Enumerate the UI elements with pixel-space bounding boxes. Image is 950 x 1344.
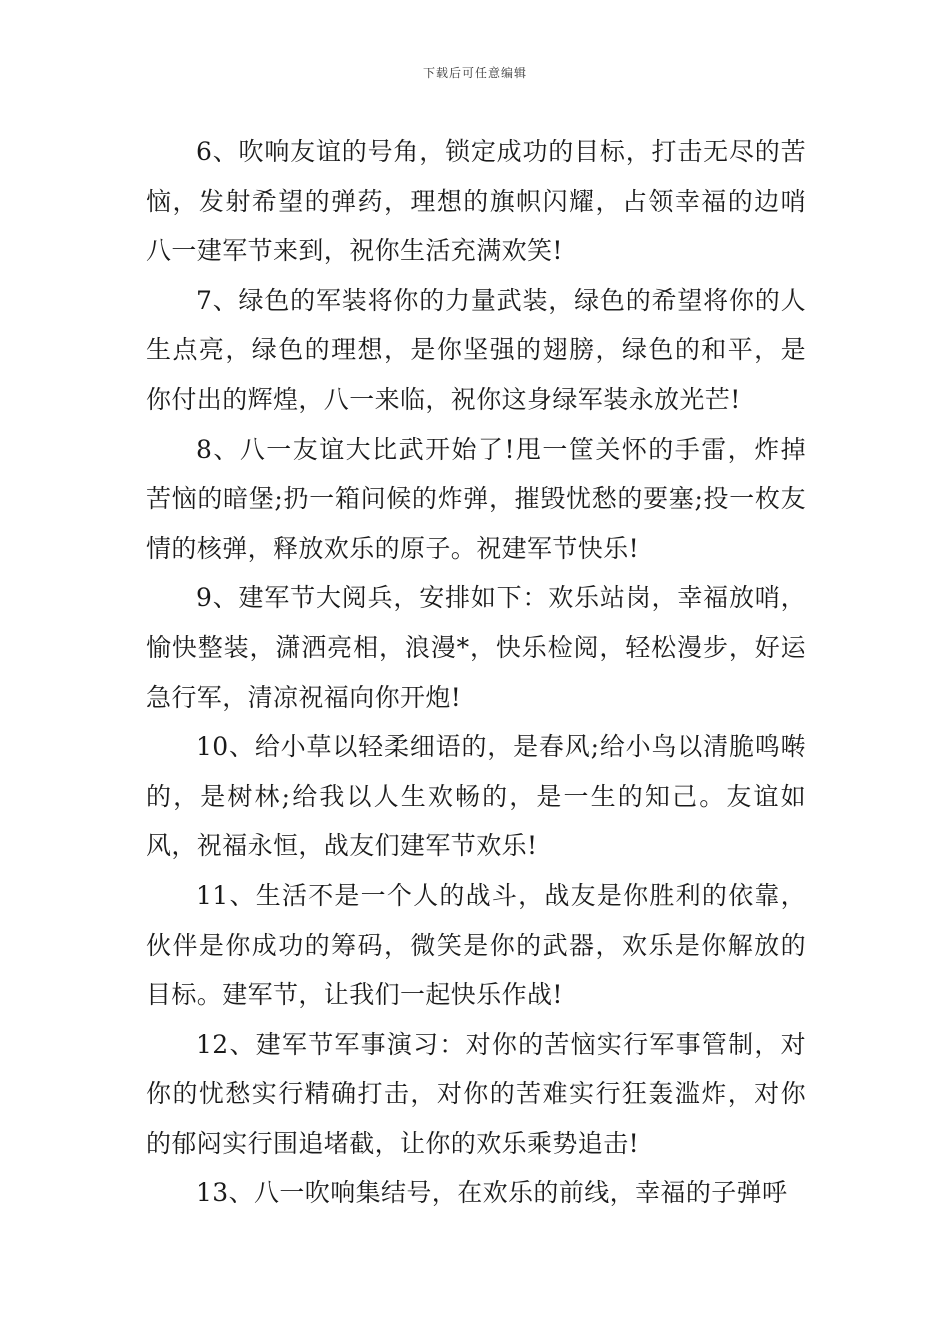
paragraph-8: 8、八一友谊大比武开始了!甩一筐关怀的手雷，炸掉苦恼的暗堡;扔一箱问候的炸弹，摧毁忧愁的要塞;投一枚友情的核弹，释放欢乐的原子。祝建军节快乐! [146, 434, 806, 563]
page-header: 下载后可任意编辑 [422, 66, 527, 80]
paragraph-10: 10、给小草以轻柔细语的，是春风;给小鸟以清脆鸣啭的，是树林;给我以人生欢畅的，是一生的知己。友谊如风，祝福永恒，战友们建军节欢乐! [146, 732, 806, 861]
paragraph-6: 6、吹响友谊的号角，锁定成功的目标，打击无尽的苦恼，发射希望的弹药，理想的旗帜闪耀，占领幸福的边哨八一建军节来到，祝你生活充满欢笑! [146, 137, 806, 266]
paragraph-9: 9、建军节大阅兵，安排如下：欢乐站岗，幸福放哨，愉快整装，潇洒亮相，浪漫*，快乐检阅，轻松漫步，好运急行军，清凉祝福向你开炮! [146, 583, 806, 712]
paragraph-7: 7、绿色的军装将你的力量武装，绿色的希望将你的人生点亮，绿色的理想，是你坚强的翅膀，绿色的和平，是你付出的辉煌，八一来临，祝你这身绿军装永放光芒! [146, 285, 806, 414]
paragraph-11: 11、生活不是一个人的战斗，战友是你胜利的依靠，伙伴是你成功的筹码，微笑是你的武器，欢乐是你解放的目标。建军节，让我们一起快乐作战! [146, 880, 806, 1010]
paragraph-12: 12、建军节军事演习：对你的苦恼实行军事管制，对你的忧愁实行精确打击，对你的苦难实行狂轰滥炸，对你的郁闷实行围追堵截，让你的欢乐乘势追击! [146, 1029, 806, 1158]
paragraph-13: 13、八一吹响集结号，在欢乐的前线，幸福的子弹呼 [196, 1178, 788, 1208]
document-body [146, 127, 806, 1218]
